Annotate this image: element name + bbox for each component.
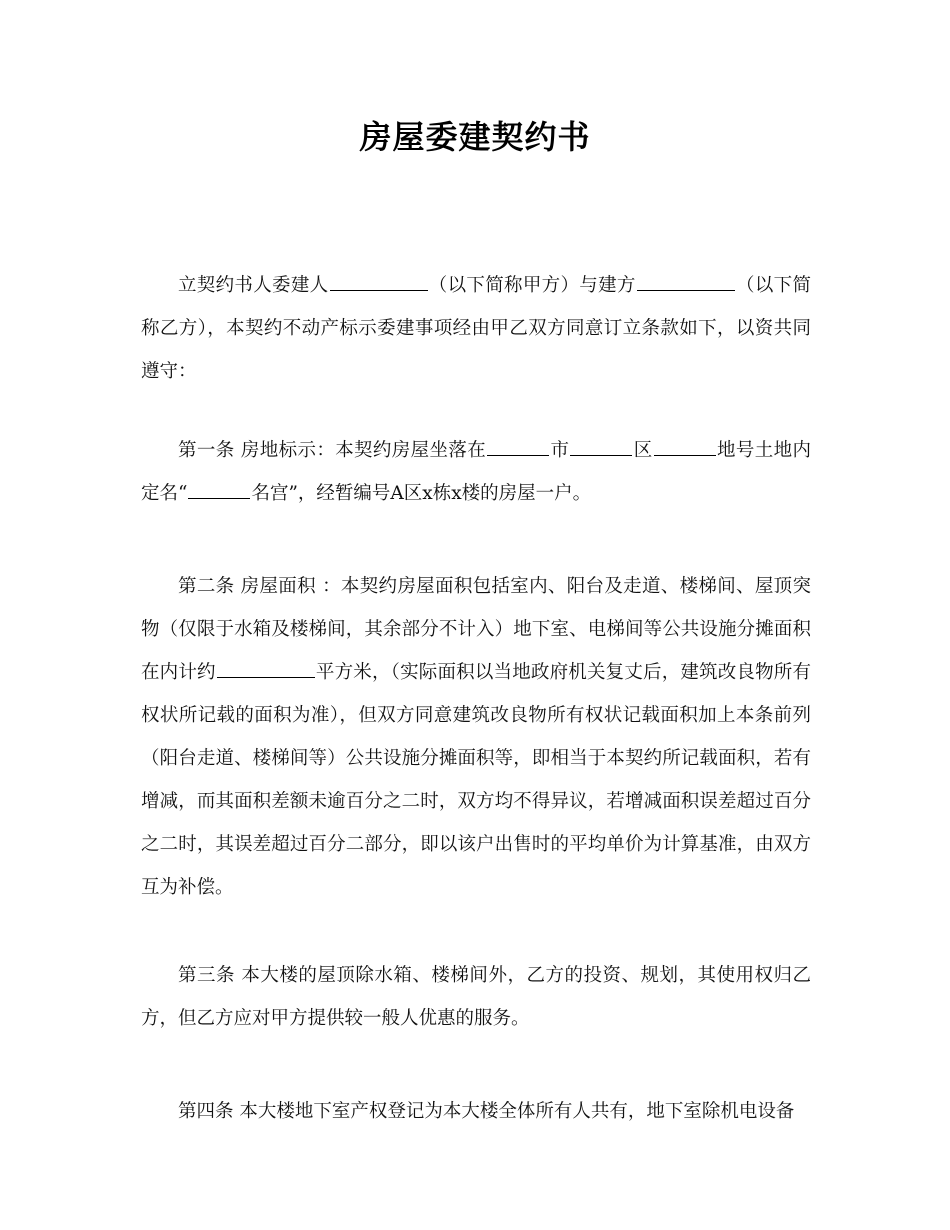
article-2-text-b: 平方米，（实际面积以当地政府机关复丈后，建筑改良物所有权状所记载的面积为准），但双方同意建筑改良物所有权状记载面积加上本条前列（阳台走道、楼梯间等）公共设施分摊面积等，即相当于本契约所记载面积，若有增减，而其面积差额未逾百分之二时，双方均不得异议，若增减面积误差超过百分之二时，其误差超过百分二部分，即以该户出售时的平均单价为计算基准，由双方互为补偿。 bbox=[141, 662, 811, 898]
paragraph-article-2 bbox=[141, 565, 811, 909]
lot-blank bbox=[654, 437, 716, 456]
preamble-text-a: 立契约书人委建人 bbox=[178, 275, 329, 296]
preamble-text-b: （以下简称甲方）与建方 bbox=[428, 275, 636, 296]
building-name-blank bbox=[188, 480, 250, 499]
page-title: 房屋委建契约书 bbox=[359, 118, 591, 156]
article-1-text-c: 区 bbox=[633, 440, 653, 461]
city-blank bbox=[487, 437, 549, 456]
paragraph-preamble bbox=[141, 264, 811, 393]
article-1-text-b: 市 bbox=[550, 440, 570, 461]
paragraph-article-1 bbox=[141, 429, 811, 515]
principal-blank bbox=[330, 272, 428, 291]
article-1-text-a: 第一条 房地标示：本契约房屋坐落在 bbox=[178, 440, 487, 461]
paragraph-article-4: 第四条 本大楼地下室产权登记为本大楼全体所有人共有，地下室除机电设备 bbox=[178, 1101, 795, 1122]
article-1-text-e: 名宫”，经暂编号A区x栋x楼的房屋一户。 bbox=[251, 483, 592, 504]
paragraph-article-3: 第三条 本大楼的屋顶除水箱、楼梯间外，乙方的投资、规划，其使用权归乙方，但乙方应对甲方提供较一般人优惠的服务。 bbox=[141, 965, 811, 1029]
area-blank bbox=[217, 659, 315, 678]
article-2-text-a: 第二条 房屋面积 ：本契约房屋面积包括室内、阳台及走道、楼梯间、屋顶突物（仅限于水箱及楼梯间，其余部分不计入）地下室、电梯间等公共设施分摊面积在内计约 bbox=[141, 576, 811, 683]
district-blank bbox=[570, 437, 632, 456]
preamble-text-c: （以下简称乙方），本契约不动产标示委建事项经由甲乙双方同意订立条款如下，以资共同遵守： bbox=[141, 275, 811, 382]
article-1-text-d: 地号土地内定名“ bbox=[141, 440, 811, 504]
builder-blank bbox=[637, 272, 735, 291]
